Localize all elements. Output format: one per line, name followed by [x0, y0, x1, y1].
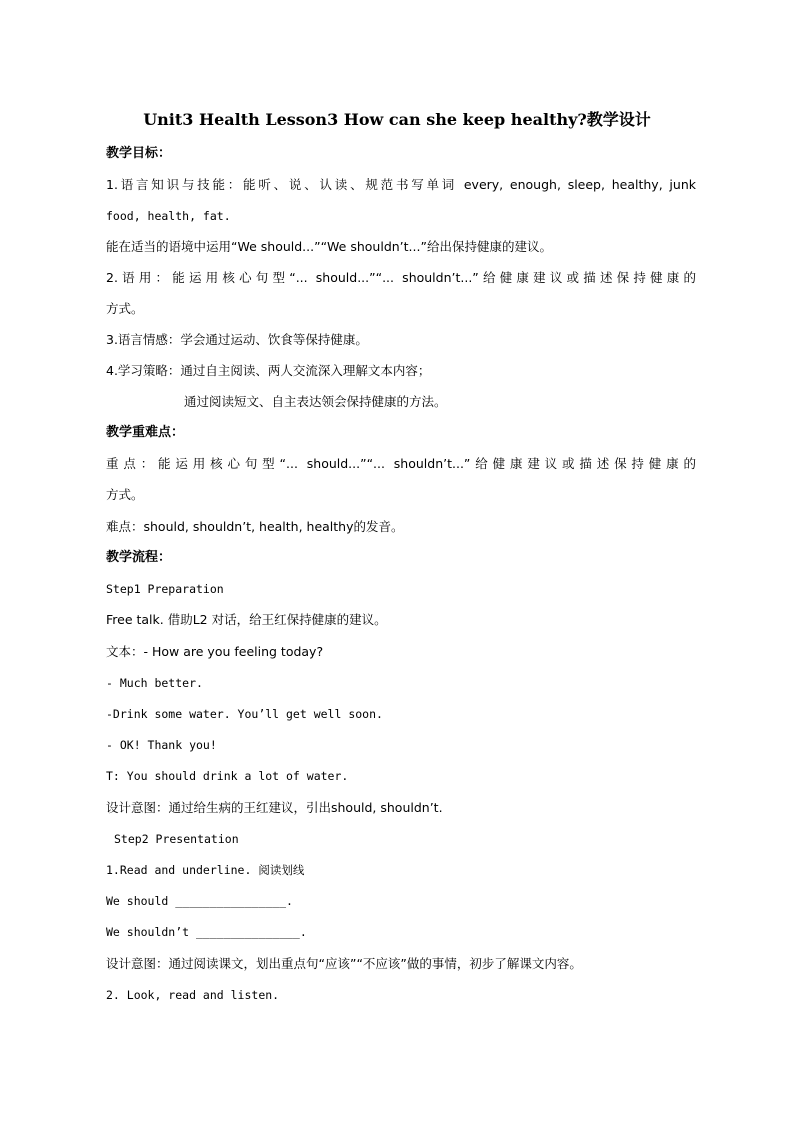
objective-4-line2: 通过阅读短文、自主表达领会保持健康的方法。	[184, 394, 447, 409]
objective-4-line1: 4.学习策略：通过自主阅读、两人交流深入理解文本内容；	[106, 363, 431, 378]
design-intent-2: 设计意图：通过阅读课文，划出重点句“应该”“不应该”做的事情，初步了解课文内容。	[106, 956, 582, 971]
objective-1-line2: food, health, fat.	[106, 209, 231, 223]
dialogue-line4: - OK! Thank you!	[106, 738, 217, 752]
free-talk-line: Free talk. 借助L2 对话，给王红保持健康的建议。	[106, 612, 387, 627]
objective-2-line1: 2.语用：能运用核心句型“... should...”“... shouldn’t...”给健康建议或描述保持健康的	[106, 270, 696, 285]
teacher-line: T: You should drink a lot of water.	[106, 769, 349, 783]
objective-1-line3: 能在适当的语境中运用“We should...”“We shouldn’t...”给出保持健康的建议。	[106, 239, 552, 254]
step2-heading: Step2 Presentation	[114, 832, 239, 846]
we-shouldnt-blank: We shouldn’t _______________.	[106, 925, 307, 939]
key-point-line1: 重点：能运用核心句型“... should...”“... shouldn’t...”给健康建议或描述保持健康的	[106, 456, 696, 471]
difficult-point: 难点：should, shouldn’t, health, healthy的发音。	[106, 519, 404, 534]
look-read-listen-line: 2. Look, read and listen.	[106, 988, 280, 1002]
design-intent-1: 设计意图：通过给生病的王红建议，引出should, shouldn’t.	[106, 800, 443, 815]
objective-1-line1: 1.语言知识与技能：能听、说、认读、规范书写单词 every, enough, sleep, healthy, junk	[106, 177, 696, 192]
section-heading-key-points: 教学重难点：	[106, 425, 185, 440]
dialogue-line2: - Much better.	[106, 676, 203, 690]
objective-2-line2: 方式。	[106, 301, 144, 316]
step1-heading: Step1 Preparation	[106, 582, 224, 596]
dialogue-line1: 文本：- How are you feeling today?	[106, 644, 324, 659]
read-underline-line: 1.Read and underline. 阅读划线	[106, 863, 305, 877]
document-title: Unit3 Health Lesson3 How can she keep healthy?教学设计	[143, 110, 651, 129]
we-should-blank: We should ________________.	[106, 894, 293, 908]
section-heading-procedure: 教学流程：	[106, 550, 172, 565]
key-point-line2: 方式。	[106, 487, 144, 502]
section-heading-objectives: 教学目标：	[106, 146, 172, 161]
objective-3: 3.语言情感：学会通过运动、饮食等保持健康。	[106, 332, 368, 347]
dialogue-line3: -Drink some water. You’ll get well soon.	[106, 707, 383, 721]
